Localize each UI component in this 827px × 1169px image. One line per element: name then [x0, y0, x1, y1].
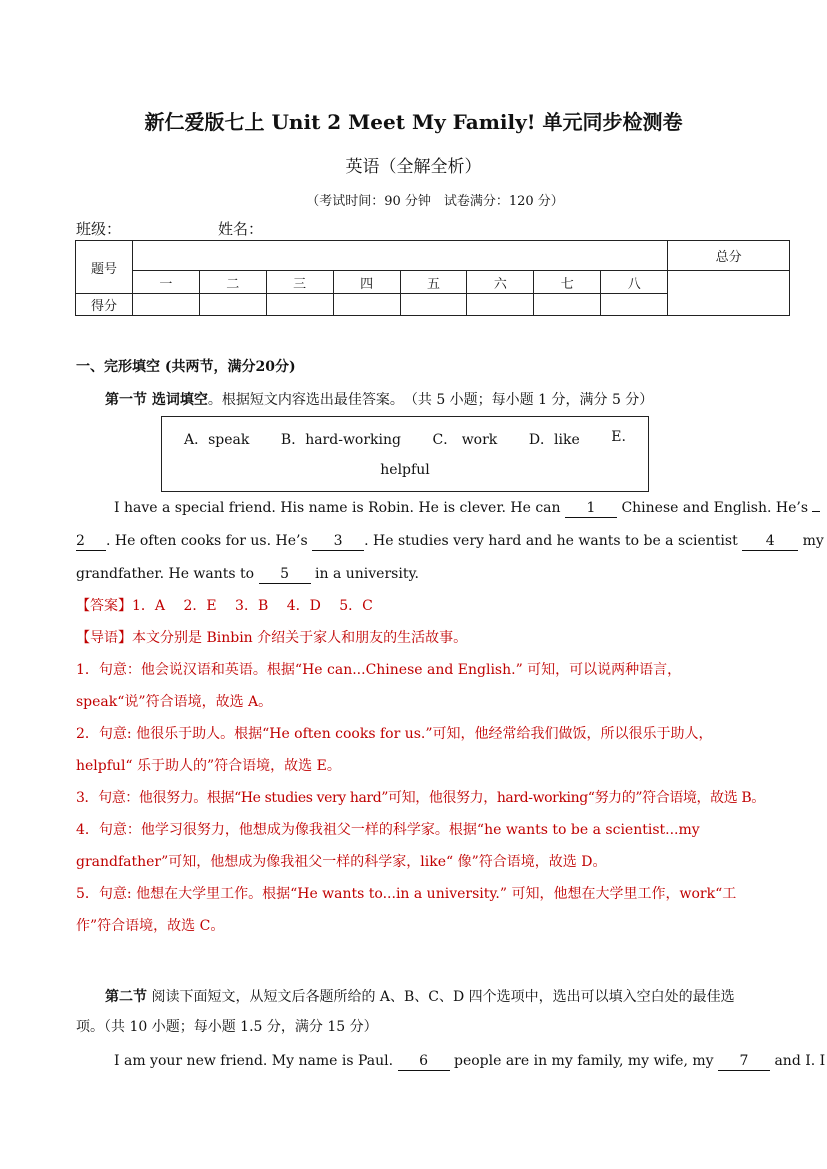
question-number: 一: [132, 271, 199, 294]
passage-text: and I. I: [774, 1053, 826, 1069]
blank-3[interactable]: 3: [312, 532, 364, 551]
document-subtitle: 英语（全解全析）: [345, 157, 482, 177]
section2-instructions: [76, 982, 756, 1042]
question-number: 六: [467, 271, 534, 294]
class-label: 班级：: [76, 220, 122, 238]
score-cell[interactable]: [199, 294, 266, 316]
section1-instructions-text: 。根据短文内容选出最佳答案。 （共 5 小题；每小题 1 分，满分 5 分）: [207, 392, 654, 408]
score-row-label: 题号: [76, 241, 133, 294]
explanation-item: 1．句意：他会说汉语和英语。根据“He can...Chinese and English.” 可知，可以说两种语言，speak“说”符合语境，故选 A。: [76, 662, 682, 710]
name-label: 姓名：: [218, 220, 264, 238]
section1-instructions: [105, 389, 653, 409]
part1-heading: 一、完形填空 (共两节，满分20分): [76, 359, 296, 375]
total-score-cell[interactable]: [668, 271, 790, 316]
score-cell[interactable]: [333, 294, 400, 316]
option-d: D．like: [528, 432, 580, 448]
total-score-label: 总分: [668, 241, 790, 271]
section2-instructions-text: 阅读下面短文，从短文后各题所给的 A、B、C、D 四个选项中，选出可以填入空白处的最佳选项。（共 10 小题；每小题 1.5 分，满分 15 分）: [76, 989, 735, 1035]
option-c: C． work: [432, 432, 498, 448]
score-cell[interactable]: [400, 294, 467, 316]
passage-text: I am your new friend. My name is Paul.: [114, 1053, 394, 1069]
score-cell[interactable]: [534, 294, 601, 316]
answer-key: 【答案】1．A 2．E 3．B 4．D 5．C: [76, 598, 373, 614]
blank-5[interactable]: 5: [259, 565, 311, 584]
option-b: B．hard-working: [280, 432, 401, 448]
score-cell[interactable]: [467, 294, 534, 316]
question-number: 四: [333, 271, 400, 294]
passage-2: [114, 1045, 826, 1078]
score-cell[interactable]: [266, 294, 333, 316]
explanation-item: 5．句意: 他想在大学里工作。根据“He wants to...in a university.” 可知，他想在大学里工作，work“工作”符合语境，故选 C。: [76, 886, 737, 934]
section2-title: 第二节: [105, 989, 147, 1005]
score-cell[interactable]: [601, 294, 668, 316]
option-e-letter: E.: [611, 429, 626, 445]
blank-7[interactable]: 7: [718, 1052, 770, 1071]
passage-text: I have a special friend. His name is Robin. He is clever. He can: [114, 500, 561, 516]
question-number: 二: [199, 271, 266, 294]
passage-text: people are in my family, my wife, my: [453, 1053, 714, 1069]
score-header-blank: [132, 241, 667, 271]
passage-text: . He often cooks for us. He’s: [106, 533, 308, 549]
guide-text: 【导语】本文分别是 Binbin 介绍关于家人和朋友的生活故事。: [76, 630, 468, 646]
blank-2-start[interactable]: [812, 511, 820, 512]
explanation-item: 3．句意：他很努力。根据“He studies very hard”可知，他很努力，hard-working“努力的”符合语境，故选 B。: [76, 790, 765, 806]
passage-text: grandfather. He wants to: [76, 566, 255, 582]
exam-info: （考试时间：90 分钟 试卷满分：120 分）: [306, 194, 564, 209]
passage-text: . He studies very hard and he wants to be a scientist: [364, 533, 738, 549]
section1-title: 第一节 选词填空: [105, 392, 208, 408]
passage-text: Chinese and English. He’s: [621, 500, 809, 516]
option-a: A．speak: [184, 432, 250, 448]
blank-2[interactable]: 2: [76, 532, 106, 551]
explanation-item: 2．句意: 他很乐于助人。根据“He often cooks for us.”可知，他经常给我们做饭，所以很乐于助人，helpful“ 乐于助人的”符合语境，故选 E。: [76, 726, 713, 774]
blank-4[interactable]: 4: [742, 532, 798, 551]
blank-1[interactable]: 1: [565, 499, 617, 518]
answer-section: [76, 590, 765, 942]
student-info: [76, 218, 263, 239]
document-title: 新仁爱版七上 Unit 2 Meet My Family! 单元同步检测卷: [144, 110, 683, 134]
question-number: 八: [601, 271, 668, 294]
passage-1: [76, 492, 824, 591]
blank-6[interactable]: 6: [398, 1052, 450, 1071]
explanation-item: 4．句意：他学习很努力，他想成为像我祖父一样的科学家。根据“he wants to be a scientist...my grandfather”可知，他想成为像我祖父一样的科学家，like“ 像”符合语境，故选 D。: [76, 822, 700, 870]
option-e-text: helpful: [380, 462, 430, 478]
passage-text: my: [802, 533, 824, 549]
question-number: 五: [400, 271, 467, 294]
score-cell[interactable]: [132, 294, 199, 316]
question-number: 七: [534, 271, 601, 294]
question-number: 三: [266, 271, 333, 294]
score-table: [75, 240, 790, 316]
word-options-box: [161, 416, 649, 492]
score-label: 得分: [76, 294, 133, 316]
passage-text: in a university.: [315, 566, 419, 582]
